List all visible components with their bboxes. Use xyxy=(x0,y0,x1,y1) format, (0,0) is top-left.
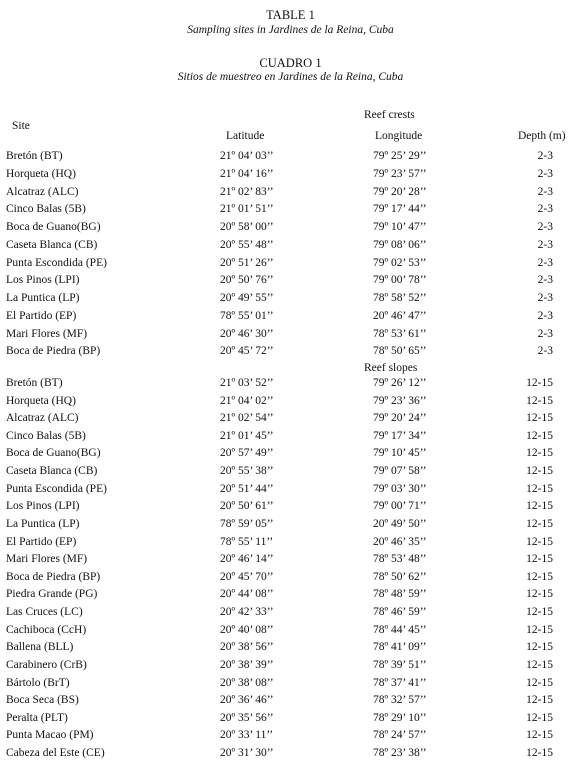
table-row xyxy=(0,203,581,221)
cell-depth: 12-15 xyxy=(526,377,553,389)
cell-site: Peralta (PLT) xyxy=(6,711,68,724)
cell-longitude: 78º 44’ 45’’ xyxy=(373,623,427,636)
cell-depth: 2-3 xyxy=(537,292,553,304)
cell-longitude: 20º 49’ 50’’ xyxy=(373,517,427,530)
cell-latitude: 21º 04’ 16’’ xyxy=(220,167,274,180)
cell-depth: 12-15 xyxy=(526,553,553,566)
table-row xyxy=(0,395,581,413)
cell-longitude: 79º 02’ 53’’ xyxy=(373,256,427,269)
table-row xyxy=(0,518,581,536)
cell-longitude: 78º 48’ 59’’ xyxy=(373,588,427,601)
cell-site: Bretón (BT) xyxy=(6,150,63,162)
cell-depth: 2-3 xyxy=(537,327,553,340)
cell-site: Cinco Balas (5B) xyxy=(6,203,86,216)
table-row xyxy=(0,606,581,624)
cell-latitude: 20º 50’ 61’’ xyxy=(220,500,274,513)
cell-latitude: 20º 46’ 30’’ xyxy=(220,327,274,340)
cell-longitude: 78º 23’ 38’’ xyxy=(373,747,427,760)
cell-site: Boca de Guano(BG) xyxy=(6,447,101,460)
cell-longitude: 78º 50’ 62’’ xyxy=(373,570,427,583)
column-header-site: Site xyxy=(12,120,30,132)
cell-latitude: 20º 50’ 76’’ xyxy=(220,274,274,287)
cell-site: Caseta Blanca (CB) xyxy=(6,465,98,478)
table-row xyxy=(0,553,581,571)
cell-depth: 2-3 xyxy=(537,203,553,216)
cell-latitude: 20º 31’ 30’’ xyxy=(220,747,274,760)
cell-depth: 12-15 xyxy=(526,465,553,478)
cell-longitude: 79º 25’ 29’’ xyxy=(373,150,427,162)
cell-site: Mari Flores (MF) xyxy=(6,327,88,340)
cell-depth: 12-15 xyxy=(526,412,553,425)
cell-longitude: 78º 53’ 61’’ xyxy=(373,327,427,340)
cell-longitude: 79º 08’ 06’’ xyxy=(373,238,427,251)
cell-site: Ballena (BLL) xyxy=(6,641,74,654)
table-title: TABLE 1 xyxy=(266,8,315,22)
cell-depth: 12-15 xyxy=(526,447,553,460)
cell-depth: 12-15 xyxy=(526,658,553,671)
cell-site: Los Pinos (LPI) xyxy=(6,274,80,287)
section-header-reef-slopes: Reef slopes xyxy=(364,362,418,374)
cell-latitude: 21º 04’ 03’’ xyxy=(220,150,274,162)
table-row xyxy=(0,536,581,554)
cell-site: Boca de Piedra (BP) xyxy=(6,570,101,583)
cell-site: Horqueta (HQ) xyxy=(6,394,76,407)
table-row xyxy=(0,412,581,430)
cell-depth: 12-15 xyxy=(526,500,553,513)
table-row xyxy=(0,659,581,677)
table-row xyxy=(0,500,581,518)
cell-site: Cinco Balas (5B) xyxy=(6,429,86,442)
table-row xyxy=(0,588,581,606)
table-row xyxy=(0,641,581,659)
table-subtitle: Sampling sites in Jardines de la Reina, Cuba xyxy=(187,24,394,36)
cell-latitude: 20º 40’ 08’’ xyxy=(220,623,274,636)
cell-site: Bretón (BT) xyxy=(6,377,63,389)
column-header-depth: Depth (m) xyxy=(518,130,566,142)
cell-latitude: 20º 55’ 48’’ xyxy=(220,238,274,251)
cell-depth: 12-15 xyxy=(526,623,553,636)
cell-depth: 12-15 xyxy=(526,570,553,583)
cell-depth: 2-3 xyxy=(537,309,553,322)
table-row xyxy=(0,571,581,589)
table-row xyxy=(0,221,581,239)
cell-longitude: 78º 39’ 51’’ xyxy=(373,658,427,671)
table-row xyxy=(0,430,581,448)
cell-depth: 12-15 xyxy=(526,747,553,760)
cell-longitude: 78º 29’ 10’’ xyxy=(373,711,427,724)
cell-longitude: 79º 07’ 58’’ xyxy=(373,465,427,478)
cell-site: Alcatraz (ALC) xyxy=(6,185,79,198)
table-row xyxy=(0,328,581,346)
cell-depth: 2-3 xyxy=(537,238,553,251)
cell-depth: 2-3 xyxy=(537,185,553,198)
cell-latitude: 78º 55’ 11’’ xyxy=(220,535,274,548)
cell-latitude: 20º 55’ 38’’ xyxy=(220,465,274,478)
cell-depth: 12-15 xyxy=(526,535,553,548)
cell-longitude: 79º 23’ 57’’ xyxy=(373,167,427,180)
table-row xyxy=(0,377,581,395)
table-row xyxy=(0,310,581,328)
cell-latitude: 20º 57’ 49’’ xyxy=(220,447,274,460)
cell-longitude: 79º 20’ 24’’ xyxy=(373,412,427,425)
cell-site: Punta Macao (PM) xyxy=(6,729,94,742)
cell-latitude: 21º 02’ 54’’ xyxy=(220,412,274,425)
cell-depth: 2-3 xyxy=(537,256,553,269)
cell-longitude: 78º 37’ 41’’ xyxy=(373,676,427,689)
cell-depth: 12-15 xyxy=(526,711,553,724)
table-row xyxy=(0,447,581,465)
cell-latitude: 20º 51’ 26’’ xyxy=(220,256,274,269)
cell-depth: 12-15 xyxy=(526,394,553,407)
table-row xyxy=(0,712,581,730)
cell-depth: 12-15 xyxy=(526,429,553,442)
cell-site: La Puntica (LP) xyxy=(6,517,80,530)
column-header-latitude: Latitude xyxy=(226,130,265,142)
cell-site: Boca de Guano(BG) xyxy=(6,221,101,233)
cell-depth: 2-3 xyxy=(537,167,553,180)
cell-depth: 12-15 xyxy=(526,676,553,689)
table-row xyxy=(0,274,581,292)
cell-longitude: 79º 26’ 12’’ xyxy=(373,377,427,389)
cell-longitude: 79º 03’ 30’’ xyxy=(373,482,427,495)
cell-longitude: 79º 17’ 44’’ xyxy=(373,203,427,216)
table-row xyxy=(0,729,581,747)
table-row xyxy=(0,257,581,275)
cell-latitude: 21º 02’ 83’’ xyxy=(220,185,274,198)
column-header-longitude: Longitude xyxy=(375,130,423,142)
cell-longitude: 78º 58’ 52’’ xyxy=(373,292,427,304)
cell-latitude: 21º 03’ 52’’ xyxy=(220,377,274,389)
cell-site: Cabeza del Este (CE) xyxy=(6,747,105,760)
cell-site: Punta Escondida (PE) xyxy=(6,482,107,495)
cell-latitude: 20º 38’ 39’’ xyxy=(220,658,274,671)
table-row xyxy=(0,168,581,186)
cell-latitude: 21º 04’ 02’’ xyxy=(220,394,274,407)
cell-depth: 2-3 xyxy=(537,150,553,162)
cell-latitude: 20º 49’ 55’’ xyxy=(220,292,274,304)
table-row xyxy=(0,345,581,363)
table-row xyxy=(0,239,581,257)
cell-longitude: 78º 46’ 59’’ xyxy=(373,606,427,619)
table-row xyxy=(0,677,581,695)
cell-latitude: 21º 01’ 51’’ xyxy=(220,203,274,216)
cell-site: Cachiboca (CcH) xyxy=(6,623,87,636)
cell-depth: 12-15 xyxy=(526,729,553,742)
cell-longitude: 79º 20’ 28’’ xyxy=(373,185,427,198)
cell-depth: 12-15 xyxy=(526,588,553,601)
cell-depth: 12-15 xyxy=(526,641,553,654)
cell-depth: 2-3 xyxy=(537,274,553,287)
cell-site: Horqueta (HQ) xyxy=(6,167,76,180)
table-row xyxy=(0,186,581,204)
section-header-reef-crests: Reef crests xyxy=(364,109,415,121)
cell-depth: 12-15 xyxy=(526,482,553,495)
table-title-spanish: CUADRO 1 xyxy=(259,56,322,70)
cell-latitude: 20º 33’ 11’’ xyxy=(220,729,274,742)
cell-site: Las Cruces (LC) xyxy=(6,606,83,619)
cell-depth: 12-15 xyxy=(526,606,553,619)
table-row xyxy=(0,483,581,501)
cell-site: Alcatraz (ALC) xyxy=(6,412,79,425)
cell-longitude: 78º 32’ 57’’ xyxy=(373,694,427,707)
table-row xyxy=(0,465,581,483)
cell-latitude: 20º 46’ 14’’ xyxy=(220,553,274,566)
cell-latitude: 20º 45’ 72’’ xyxy=(220,345,274,358)
cell-longitude: 20º 46’ 35’’ xyxy=(373,535,427,548)
cell-depth: 2-3 xyxy=(537,345,553,358)
cell-site: Boca Seca (BS) xyxy=(6,694,79,707)
cell-latitude: 20º 44’ 08’’ xyxy=(220,588,274,601)
table-row xyxy=(0,694,581,712)
table-row xyxy=(0,747,581,765)
table-subtitle-spanish: Sitios de muestreo en Jardines de la Reina, Cuba xyxy=(177,71,404,83)
cell-latitude: 78º 55’ 01’’ xyxy=(220,309,274,322)
table-row xyxy=(0,150,581,168)
cell-site: Bártolo (BrT) xyxy=(6,676,70,689)
cell-site: Boca de Piedra (BP) xyxy=(6,345,101,358)
cell-depth: 2-3 xyxy=(537,221,553,233)
cell-latitude: 20º 38’ 08’’ xyxy=(220,676,274,689)
cell-latitude: 20º 58’ 00’’ xyxy=(220,221,274,233)
cell-longitude: 79º 17’ 34’’ xyxy=(373,429,427,442)
cell-longitude: 79º 10’ 45’’ xyxy=(373,447,427,460)
cell-depth: 12-15 xyxy=(526,694,553,707)
cell-site: Carabinero (CrB) xyxy=(6,658,87,671)
cell-site: Mari Flores (MF) xyxy=(6,553,88,566)
cell-longitude: 78º 53’ 48’’ xyxy=(373,553,427,566)
cell-longitude: 78º 50’ 65’’ xyxy=(373,345,427,358)
cell-latitude: 20º 42’ 33’’ xyxy=(220,606,274,619)
cell-site: El Partido (EP) xyxy=(6,309,77,322)
cell-longitude: 78º 24’ 57’’ xyxy=(373,729,427,742)
cell-latitude: 20º 51’ 44’’ xyxy=(220,482,274,495)
cell-longitude: 78º 41’ 09’’ xyxy=(373,641,427,654)
cell-longitude: 79º 00’ 71’’ xyxy=(373,500,427,513)
cell-longitude: 79º 00’ 78’’ xyxy=(373,274,427,287)
cell-latitude: 20º 45’ 70’’ xyxy=(220,570,274,583)
cell-site: Caseta Blanca (CB) xyxy=(6,238,98,251)
cell-longitude: 79º 10’ 47’’ xyxy=(373,221,427,233)
cell-latitude: 20º 35’ 56’’ xyxy=(220,711,274,724)
cell-site: Los Pinos (LPI) xyxy=(6,500,80,513)
cell-depth: 12-15 xyxy=(526,517,553,530)
cell-latitude: 21º 01’ 45’’ xyxy=(220,429,274,442)
cell-site: Punta Escondida (PE) xyxy=(6,256,107,269)
cell-site: La Puntica (LP) xyxy=(6,292,80,304)
cell-latitude: 20º 36’ 46’’ xyxy=(220,694,274,707)
cell-longitude: 79º 23’ 36’’ xyxy=(373,394,427,407)
cell-longitude: 20º 46’ 47’’ xyxy=(373,309,427,322)
cell-latitude: 78º 59’ 05’’ xyxy=(220,517,274,530)
cell-site: Piedra Grande (PG) xyxy=(6,588,98,601)
cell-latitude: 20º 38’ 56’’ xyxy=(220,641,274,654)
table-row xyxy=(0,624,581,642)
table-row xyxy=(0,292,581,310)
cell-site: El Partido (EP) xyxy=(6,535,77,548)
